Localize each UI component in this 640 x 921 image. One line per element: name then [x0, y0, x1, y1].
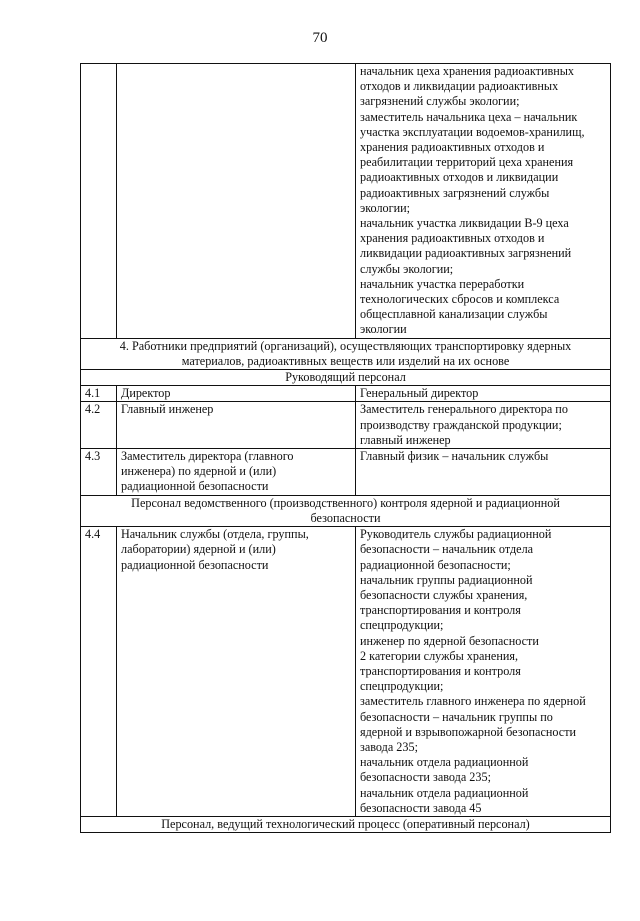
- subheading-row: [81, 370, 611, 386]
- position-line: Руководитель службы радиационной: [360, 527, 552, 542]
- position-entry: [360, 786, 606, 816]
- position-entry: [360, 634, 606, 695]
- position-entry: [360, 216, 606, 277]
- position-line: безопасности службы хранения,: [360, 587, 528, 602]
- position-entry: [360, 755, 606, 785]
- position-line: главный инженер: [360, 432, 451, 447]
- position-line: радиоактивных загрязнений службы: [360, 185, 550, 200]
- position-line: технологических сбросов и комплекса: [360, 292, 560, 307]
- position-line: радиоактивных отходов и ликвидации: [360, 170, 559, 185]
- position-line: 2 категории службы хранения,: [360, 648, 519, 663]
- row-number: 4.2: [81, 402, 117, 449]
- position-line: Генеральный директор: [360, 386, 479, 401]
- position-line: начальник участка ликвидации В-9 цеха: [360, 216, 569, 231]
- position-line: ликвидации радиоактивных загрязнений: [360, 246, 572, 261]
- subheading-leading-personnel: Руководящий персонал: [81, 370, 611, 386]
- position-line: экологии: [360, 322, 407, 337]
- positions-table: [80, 63, 611, 833]
- position-line: хранения радиоактивных отходов и: [360, 231, 545, 246]
- position-entry: [360, 573, 606, 634]
- position-line: начальник цеха хранения радиоактивных: [360, 64, 575, 78]
- subheading-row: [81, 495, 611, 526]
- position-entry: [360, 110, 606, 216]
- text-line: Директор: [121, 386, 171, 401]
- position-line: заместитель начальника цеха – начальник: [360, 109, 578, 124]
- table-row-continuation: [81, 64, 611, 339]
- positions-cell: [356, 64, 611, 339]
- row-number: 4.3: [81, 449, 117, 496]
- table-row: [81, 402, 611, 449]
- subheading-control-personnel: [81, 495, 611, 526]
- section-heading-line: материалов, радиоактивных веществ или изделий на их основе: [181, 353, 510, 368]
- position-title: [117, 527, 356, 817]
- text-line: радиационной безопасности: [121, 557, 269, 572]
- position-title: [117, 402, 356, 449]
- number-cell: [81, 64, 117, 339]
- subheading-line: безопасности: [310, 510, 381, 525]
- position-line: начальник группы радиационной: [360, 572, 533, 587]
- text-line: Заместитель директора (главного: [121, 449, 294, 464]
- table-row: [81, 449, 611, 496]
- positions-cell: [356, 386, 611, 402]
- position-entry: [360, 433, 606, 448]
- positions-cell: [356, 527, 611, 817]
- position-entry: [360, 527, 606, 573]
- position-line: хранения радиоактивных отходов и: [360, 140, 545, 155]
- position-entry: [360, 694, 606, 755]
- text-line: лаборатории) ядерной и (или): [121, 542, 276, 557]
- position-line: завода 235;: [360, 739, 418, 754]
- section-heading-row: [81, 338, 611, 369]
- position-line: начальник отдела радиационной: [360, 755, 529, 770]
- position-line: Главный физик – начальник службы: [360, 449, 549, 464]
- position-line: безопасности завода 45: [360, 800, 482, 815]
- position-entry: [360, 449, 606, 464]
- position-title-cell: [117, 64, 356, 339]
- position-line: заместитель главного инженера по ядерной: [360, 694, 586, 709]
- table-row: [81, 386, 611, 402]
- text-line: Главный инженер: [121, 402, 214, 417]
- position-line: реабилитации территорий цеха хранения: [360, 155, 574, 170]
- position-line: спецпродукции;: [360, 618, 444, 633]
- position-line: отходов и ликвидации радиоактивных: [360, 79, 559, 94]
- text-line: Начальник службы (отдела, группы,: [121, 527, 309, 542]
- position-title: [117, 386, 356, 402]
- text-line: радиационной безопасности: [121, 479, 269, 494]
- position-line: начальник отдела радиационной: [360, 785, 529, 800]
- position-entry: [360, 64, 606, 110]
- position-line: начальник участка переработки: [360, 276, 525, 291]
- page-number: 70: [312, 30, 328, 46]
- subheading-row: [81, 816, 611, 832]
- table-row: [81, 527, 611, 817]
- position-title: [117, 449, 356, 496]
- position-line: загрязнений службы экологии;: [360, 94, 520, 109]
- position-line: спецпродукции;: [360, 679, 444, 694]
- section-heading: [81, 338, 611, 369]
- row-number: 4.4: [81, 527, 117, 817]
- subheading-line: Персонал ведомственного (производственного) контроля ядерной и радиационной: [131, 495, 560, 510]
- text-line: инженера) по ядерной и (или): [121, 464, 277, 479]
- position-line: производству гражданской продукции;: [360, 417, 562, 432]
- position-line: участка эксплуатации водоемов-хранилищ,: [360, 124, 585, 139]
- row-number: 4.1: [81, 386, 117, 402]
- position-line: безопасности завода 235;: [360, 770, 491, 785]
- position-line: службы экологии;: [360, 261, 454, 276]
- position-line: радиационной безопасности;: [360, 557, 511, 572]
- position-entry: [360, 277, 606, 338]
- position-line: общесплавной канализации службы: [360, 307, 548, 322]
- position-line: транспортирования и контроля: [360, 603, 521, 618]
- position-entry: [360, 386, 606, 401]
- position-line: безопасности – начальник группы по: [360, 709, 553, 724]
- section-heading-line: 4. Работники предприятий (организаций), осуществляющих транспортировку ядерных: [119, 338, 572, 353]
- positions-cell: [356, 449, 611, 496]
- positions-cell: [356, 402, 611, 449]
- position-entry: [360, 402, 606, 432]
- position-line: инженер по ядерной безопасности: [360, 633, 539, 648]
- position-line: Заместитель генерального директора по: [360, 402, 568, 417]
- subheading-operational-personnel: Персонал, ведущий технологический процесс (оперативный персонал): [81, 816, 611, 832]
- position-line: транспортирования и контроля: [360, 663, 521, 678]
- position-line: ядерной и взрывопожарной безопасности: [360, 724, 577, 739]
- position-line: экологии;: [360, 200, 411, 215]
- position-line: безопасности – начальник отдела: [360, 542, 534, 557]
